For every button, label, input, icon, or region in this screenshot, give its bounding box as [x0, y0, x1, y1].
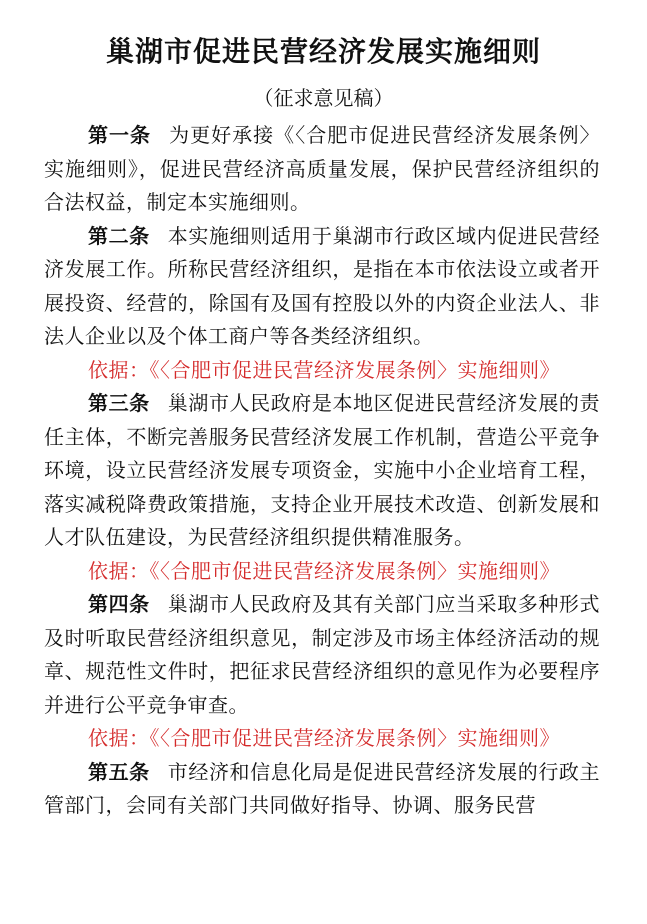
article-label: 第一条 — [88, 123, 152, 147]
document-subtitle: （征求意见稿） — [253, 86, 394, 110]
article-text: 为更好承接《〈合肥市促进民营经济发展条例〉实施细则》，促进民营经济高质量发展，保护民营经济组织的合法权益，制定本实施细则。 — [44, 123, 601, 214]
article-basis: 依据：《〈合肥市促进民营经济发展条例〉实施细则》 — [88, 726, 560, 750]
article-label: 第四条 — [88, 592, 150, 616]
article-5 — [44, 756, 600, 823]
article-3 — [44, 387, 600, 555]
article-1 — [44, 119, 600, 220]
document-body — [44, 119, 600, 823]
article-basis: 依据：《〈合肥市促进民营经济发展条例〉实施细则》 — [88, 558, 560, 583]
article-text: 巢湖市人民政府及其有关部门应当采取多种形式及时听取民营经济组织意见，制定涉及市场主体经济活动的规章、规范性文件时，把征求民营经济组织的意见作为必要程序并进行公平竞争审查。 — [44, 592, 601, 717]
article-text: 本实施细则适用于巢湖市行政区域内促进民营经济发展工作。所称民营经济组织，是指在本市依法设立或者开展投资、经营的，除国有及国有控股以外的内资企业法人、非法人企业以及个体工商户等各类经济组织。 — [44, 223, 601, 348]
article-label: 第三条 — [88, 391, 150, 415]
article-text: 市经济和信息化局是促进民营经济发展的行政主管部门，会同有关部门共同做好指导、协调、服务民营 — [44, 759, 601, 817]
article-basis: 依据：《〈合肥市促进民营经济发展条例〉实施细则》 — [88, 357, 560, 382]
article-label: 第五条 — [88, 759, 150, 784]
article-4 — [44, 588, 600, 722]
article-text: 巢湖市人民政府是本地区促进民营经济发展的责任主体，不断完善服务民营经济发展工作机制，营造公平竞争环境，设立民营经济发展专项资金，实施中小企业培育工程，落实减税降费政策措施，支持企业开展技术改造、创新发展和人才队伍建设，为民营经济组织提供精准服务。 — [44, 391, 601, 549]
document-title: 巢湖市促进民营经济发展实施细则 — [105, 35, 541, 68]
article-2 — [44, 220, 600, 354]
article-label: 第二条 — [88, 223, 150, 248]
